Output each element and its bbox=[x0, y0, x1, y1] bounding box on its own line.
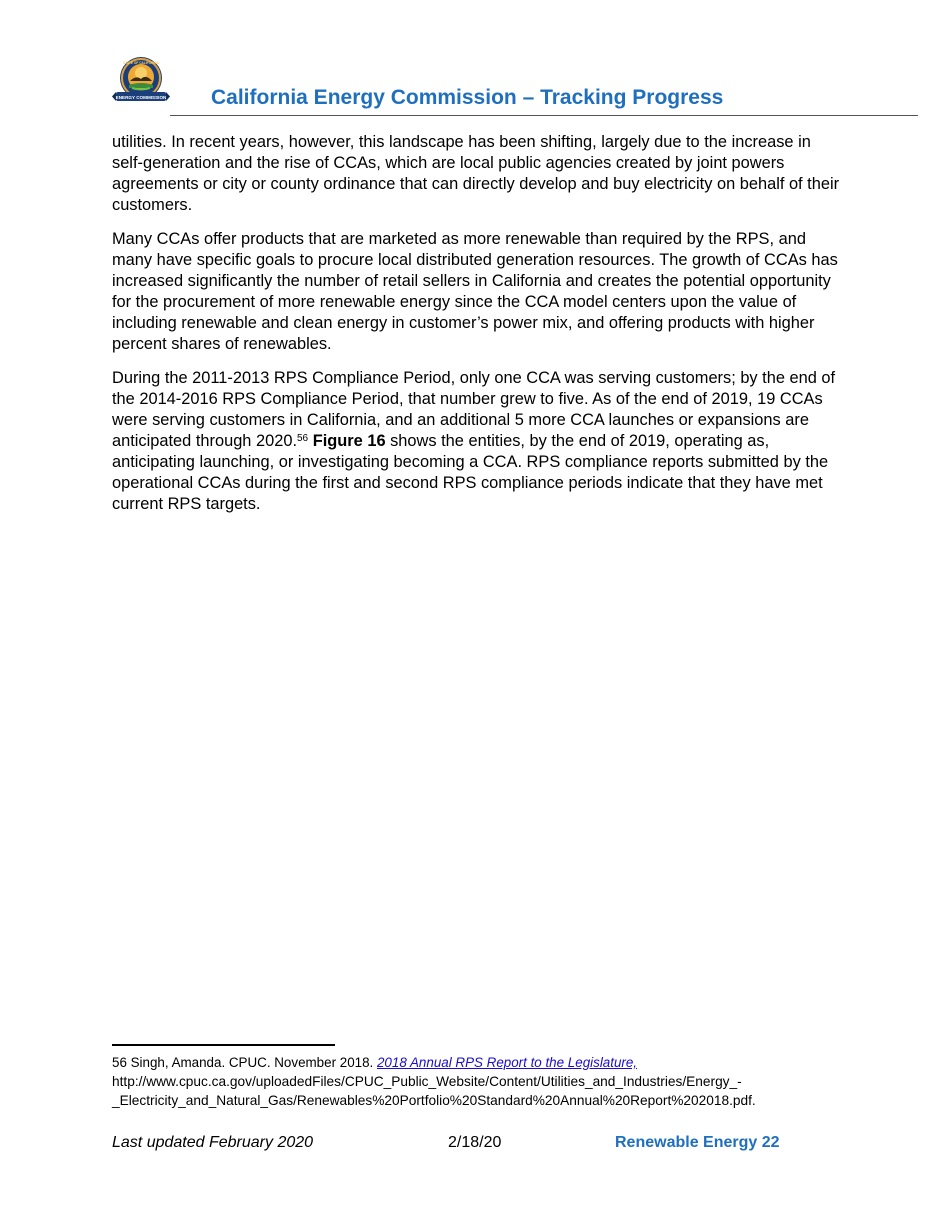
paragraph-1: utilities. In recent years, however, this landscape has been shifting, largely due to the increase in self-generation and the rise of CCAs, which are local public agencies created by joint powers agreements or city or county ordinance that can directly develop and buy electricity on behalf of their customers. bbox=[112, 133, 840, 214]
footnote-divider bbox=[112, 1044, 335, 1046]
header-divider bbox=[170, 115, 918, 116]
paragraph-2: Many CCAs offer products that are marketed as more renewable than required by the RPS, and many have specific goals to procure local distributed generation resources. The growth of CCAs has increased significantly the number of retail sellers in California and creates the potential opportunity for the procurement of more renewable energy since the CCA model centers upon the value of including renewable and clean energy in customer’s power mix, and offering products with higher percent shares of renewables. bbox=[112, 230, 838, 353]
header-title: California Energy Commission – Tracking Progress bbox=[211, 86, 724, 109]
paragraph-3 bbox=[112, 368, 842, 515]
footer-last-updated: Last updated February 2020 bbox=[112, 1134, 314, 1151]
energy-commission-seal-logo bbox=[112, 55, 170, 105]
footnote-ref-56[interactable]: 56 bbox=[297, 433, 309, 444]
body-text bbox=[112, 132, 842, 528]
footer-date: 2/18/20 bbox=[448, 1134, 502, 1151]
figure-16-ref: Figure 16 bbox=[312, 432, 386, 450]
paragraph-3-text-a: During the 2011-2013 RPS Compliance Period, only one CCA was serving customers; by the end of the 2014-2016 RPS Compliance Period, that number grew to five. As of the end of 2019, 19 CCAs were serving customers in California, and an additional 5 more CCA launches or expansions are anticipated through 2020. bbox=[112, 369, 836, 450]
seal-banner-text: ENERGY COMMISSION bbox=[115, 95, 167, 100]
footnote-url-line-2: _Electricity_and_Natural_Gas/Renewables%20Portfolio%20Standard%20Annual%20Report%202018.pdf. bbox=[112, 1093, 756, 1108]
footnote-url-line-1: http://www.cpuc.ca.gov/uploadedFiles/CPUC_Public_Website/Content/Utilities_and_Industries/Energy_- bbox=[112, 1074, 742, 1089]
footnote-citation: 56 Singh, Amanda. CPUC. November 2018. bbox=[112, 1055, 377, 1070]
paragraph-3-text-b: shows the entities, by the end of 2019, operating as, anticipating launching, or investigating becoming a CCA. RPS compliance reports submitted by the operational CCAs during the first and second RPS compliance periods indicate that they have met current RPS targets. bbox=[112, 432, 829, 513]
footer-section-page: Renewable Energy 22 bbox=[615, 1134, 780, 1151]
footnote-56 bbox=[112, 1053, 812, 1110]
footnote-report-link[interactable]: 2018 Annual RPS Report to the Legislature, bbox=[376, 1055, 638, 1070]
seal-ring-text: STATE OF CALIFORNIA bbox=[123, 61, 159, 65]
